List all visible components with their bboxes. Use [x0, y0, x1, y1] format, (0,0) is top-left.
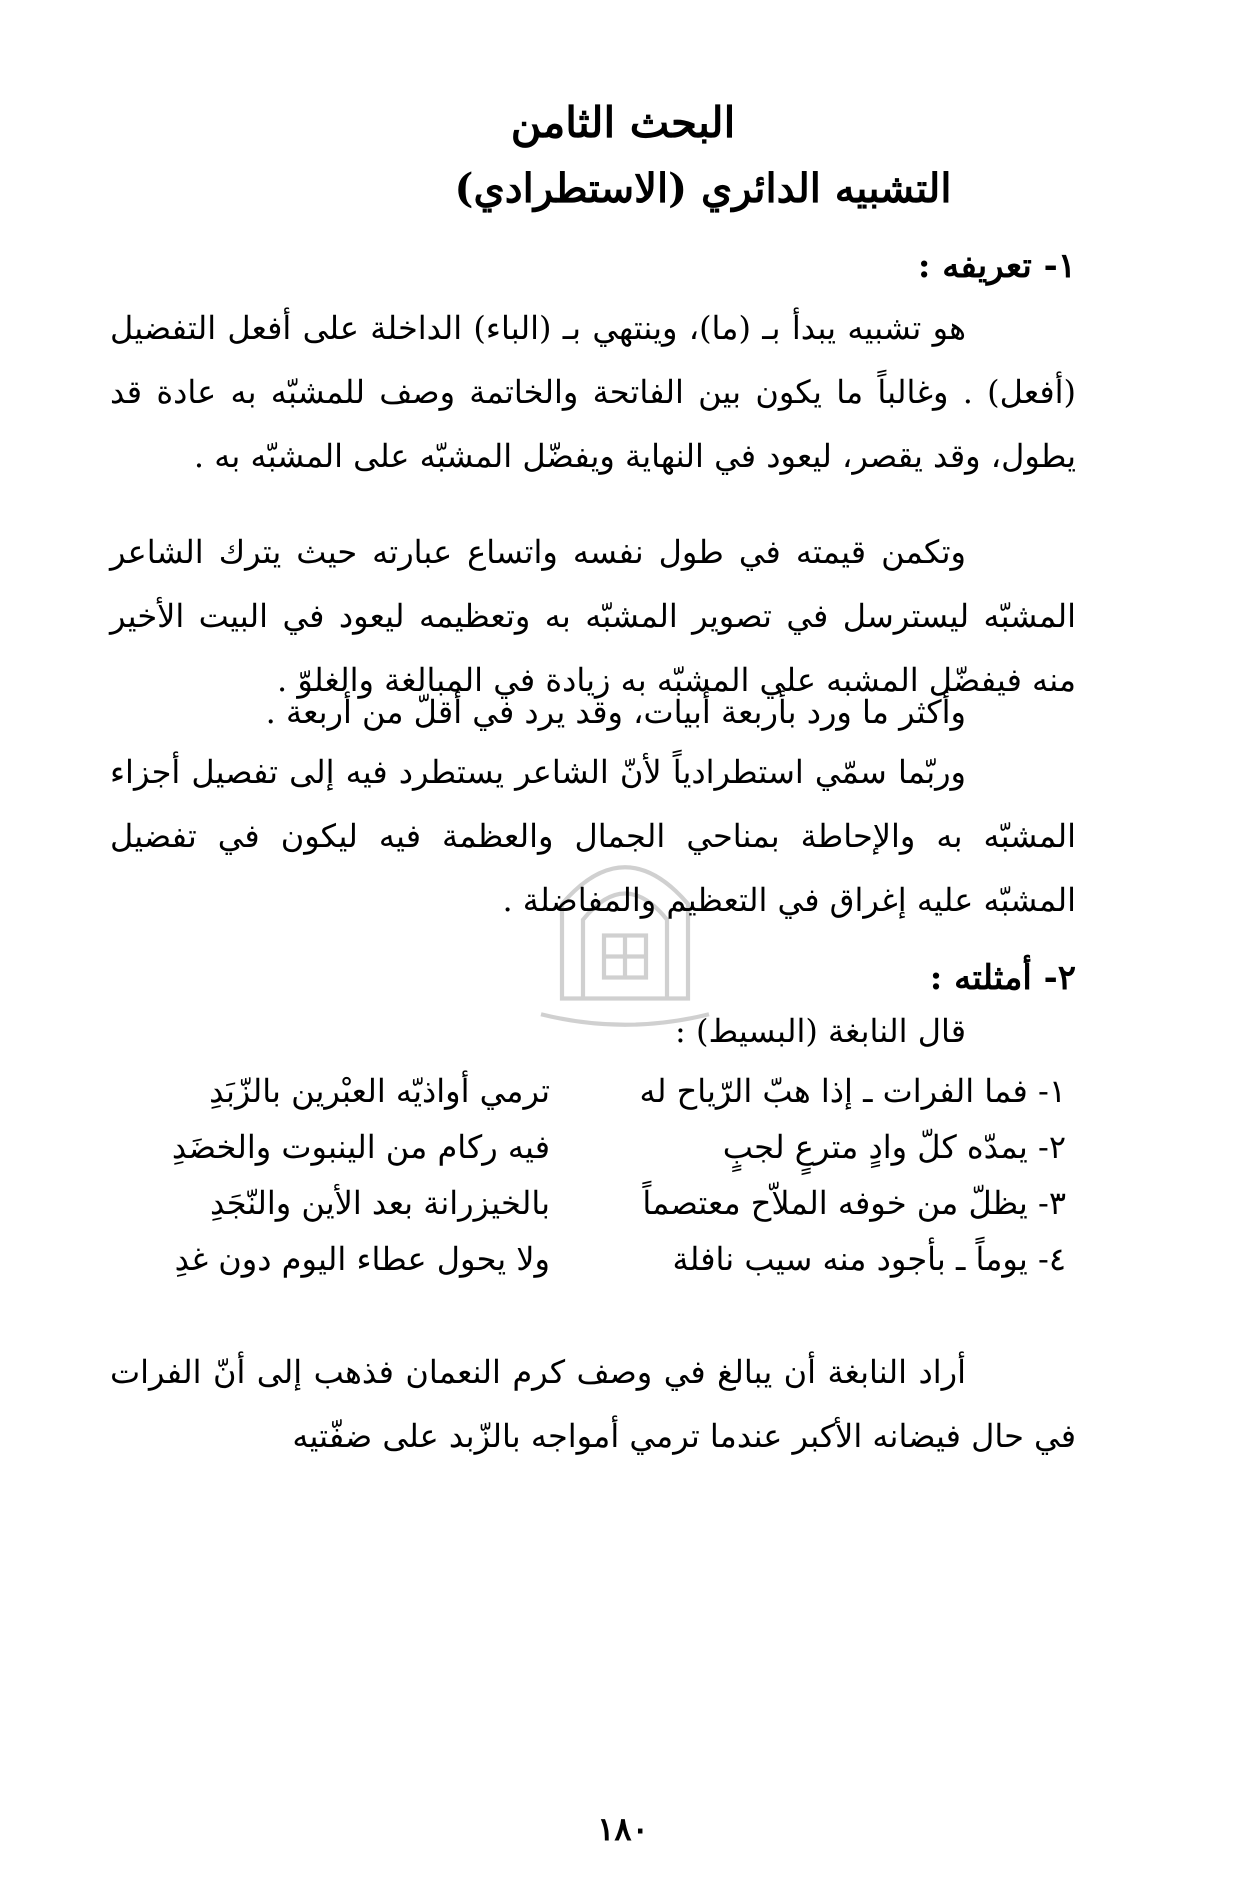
chapter-subtitle: التشبيه الدائري (الاستطرادي) — [454, 165, 952, 212]
verse-line — [120, 1072, 1066, 1128]
verse-line — [120, 1128, 1066, 1184]
verse-second-hemistich: ترمي أواذيّه العبْرين بالزّبَدِ — [209, 1072, 550, 1110]
verse-second-hemistich: ولا يحول عطاء اليوم دون غدِ — [174, 1240, 550, 1278]
section-heading-definition: ١- تعريفه : — [917, 246, 1076, 286]
chapter-title: البحث الثامن — [510, 98, 736, 147]
paragraph-explanation: أراد النابغة أن يبالغ في وصف كرم النعمان فذهب إلى أنّ الفرات في حال فيضانه الأكبر عندما ترمي أمواجه بالزّبد على ضفّتيه — [110, 1353, 1076, 1455]
verse-line — [120, 1184, 1066, 1240]
paragraph-definition: هو تشبيه يبدأ بـ (ما)، وينتهي بـ (الباء) الداخلة على أفعل التفضيل (أفعل) . وغالباً ما يكون بين الفاتحة والخاتمة وصف للمشبّه به عادة قد يطول، وقد يقصر، ليعود في النهاية ويفضّل المشبّه على المشبّه به . — [110, 309, 1076, 475]
verse-first-hemistich: ٤- يوماً ـ بأجود منه سيب نافلة — [672, 1240, 1066, 1278]
paragraph-naming: وربّما سمّي استطرادياً لأنّ الشاعر يستطرد فيه إلى تفصيل أجزاء المشبّه به والإحاطة بمناحي الجمال والعظمة فيه ليكون في تفضيل المشبّه عليه إغراق في التعظيم والمفاضلة . — [110, 753, 1077, 919]
verse-first-hemistich: ٢- يمدّه كلّ وادٍ مترعٍ لجبٍ — [722, 1128, 1066, 1166]
verse-line — [120, 1240, 1066, 1296]
verse-second-hemistich: فيه ركام من الينبوت والخضَدِ — [171, 1128, 550, 1166]
section-heading-examples: ٢- أمثلته : — [929, 958, 1076, 998]
verse-first-hemistich: ١- فما الفرات ـ إذا هبّ الرّياح له — [639, 1072, 1066, 1110]
verse-second-hemistich: بالخيزرانة بعد الأين والنّجَدِ — [209, 1184, 550, 1222]
page-number: ١٨٠ — [597, 1810, 649, 1848]
poem-introduction: قال النابغة (البسيط) : — [675, 1012, 966, 1050]
paragraph-count: وأكثر ما ورد بأربعة أبيات، وقد يرد في أقلّ من أربعة . — [265, 693, 966, 731]
paragraph-value: وتكمن قيمته في طول نفسه واتساع عبارته حيث يترك الشاعر المشبّه ليسترسل في تصوير المشبّه به وتعظيمه ليعود في البيت الأخير منه فيفضّل المشبه علي المشبّه به زيادة في المبالغة والغلوّ . — [110, 533, 1077, 699]
verse-first-hemistich: ٣- يظلّ من خوفه الملاّح معتصماً — [642, 1184, 1066, 1222]
